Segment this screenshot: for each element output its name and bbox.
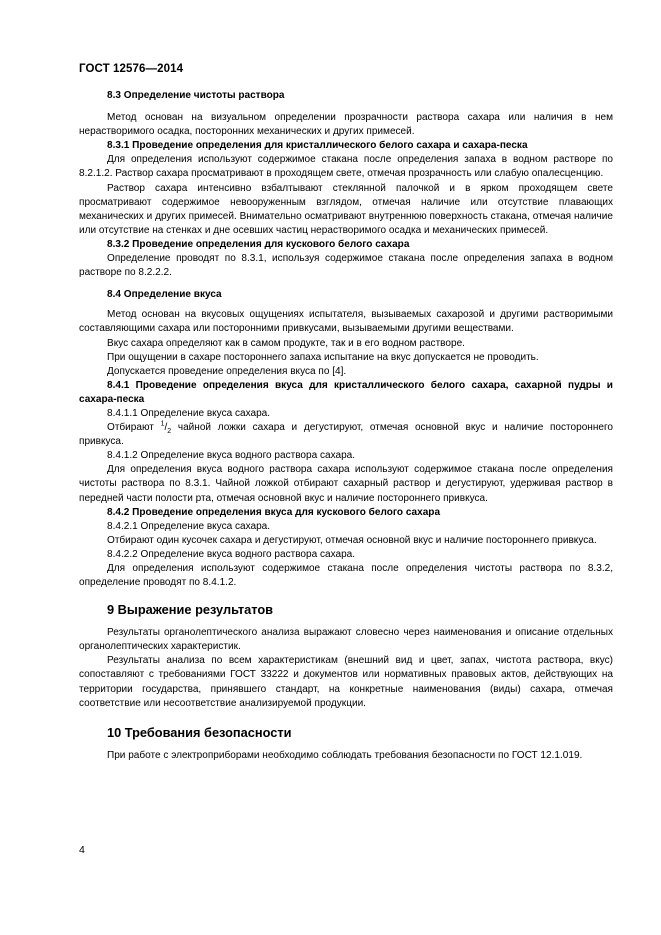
section-8-3-1-title: 8.3.1 Проведение определения для кристаллического белого сахара и сахара-песка [107,140,528,152]
paragraph: Метод основан на вкусовых ощущениях испытателя, вызываемых сахарозой и другими растворимыми составляющими сахара или посторонними привкусами, вызываемыми другими веществами. [79,309,613,335]
paragraph: При работе с электроприборами необходимо соблюдать требования безопасности по ГОСТ 12.1.019. [107,749,583,761]
paragraph: Вкус сахара определяют как в самом продукте, так и в его водном растворе. [107,337,465,349]
document-code-header: ГОСТ 12576—2014 [79,63,184,75]
paragraph: Определение проводят по 8.3.1, используя содержимое стакана после определения запаха в водном растворе по 8.2.2.2. [79,253,613,279]
subsection-8-4-1-2: 8.4.1.2 Определение вкуса водного раствора сахара. [107,450,356,462]
page-number: 4 [79,844,85,856]
fraction-denominator: 2 [167,428,172,436]
section-8-4-2-title: 8.4.2 Проведение определения вкуса для кускового белого сахара [107,506,441,518]
paragraph: Допускается проведение определения вкуса по [4]. [107,365,347,377]
paragraph-fraction [79,421,613,449]
paragraph: Для определения используют содержимое стакана после определения чистоты раствора по 8.3.2, определение проводят по 8.4.1.2. [79,563,613,589]
paragraph: Результаты органолептического анализа выражают словесно через наименования и описание отдельных органолептических характеристик. [79,627,613,653]
paragraph: Результаты анализа по всем характеристикам (внешний вид и цвет, запах, чистота раствора, вкус) сопоставляют с требованиями ГОСТ 33222 и документов или нормативных правовых актов, действующих на территории государства, принявшего стандарт, на конкретные наименования (виды) сахара, отмечая соответствие или несоответствие анализируемой продукции. [79,655,613,709]
fraction-slash: / [164,422,168,434]
paragraph: Для определения используют содержимое стакана после определения запаха в водном растворе по 8.2.1.2. Раствор сахара просматривают в проходящем свете, отмечая прозрачность или слабую опалесценцию. [79,154,613,180]
paragraph: Для определения вкуса водного раствора сахара используют содержимое стакана после определения чистоты раствора по 8.3.1. Чайной ложкой отбирают сахарный раствор и дегустируют, удерживая раствор в передней части полости рта, отмечая основной вкус и наличие постороннего привкуса. [79,464,613,504]
subsection-8-4-1-1: 8.4.1.1 Определение вкуса сахара. [107,407,271,419]
text-run: Отбирают [107,422,161,434]
document-body [79,89,613,763]
section-8-3-title: 8.3 Определение чистоты раствора [107,90,285,101]
paragraph: При ощущении в сахаре постороннего запаха испытание на вкус допускается не проводить. [107,351,539,363]
paragraph: Метод основан на визуальном определении прозрачности раствора сахара или наличия в нем нерастворимого осадка, посторонних механических и других примесей. [79,112,613,138]
section-8-4-1-title: 8.4.1 Проведение определения вкуса для кристаллического белого сахара, сахарной пудры и сахара-песка [79,379,613,405]
fraction-numerator: 1 [160,420,165,428]
paragraph: Раствор сахара интенсивно взбалтывают стеклянной палочкой и в ярком проходящем свете просматривают содержимое невооруженным взглядом, отмечая наличие или отсутствие плавающих механических и других примесей. Внимательно осматривают внутреннюю поверхность стакана, отмечая наличие или отсутствие на стенках и дне осевших частиц нерастворимого осадка и механических примесей. [79,182,613,236]
section-8-4-title: 8.4 Определение вкуса [107,289,222,301]
text-run: чайной ложки сахара и дегустируют, отмечая основной вкус и наличие постороннего привкуса. [79,422,613,448]
section-9-title: 9 Выражение результатов [107,602,274,618]
subsection-8-4-2-1: 8.4.2.1 Определение вкуса сахара. [107,520,271,532]
section-10-title: 10 Требования безопасности [107,724,292,740]
paragraph: Отбирают один кусочек сахара и дегустируют, отмечая основной вкус и наличие постороннего привкуса. [107,534,597,546]
section-8-3-2-title: 8.3.2 Проведение определения для кускового белого сахара [107,238,410,250]
subsection-8-4-2-2: 8.4.2.2 Определение вкуса водного раствора сахара. [107,548,356,560]
